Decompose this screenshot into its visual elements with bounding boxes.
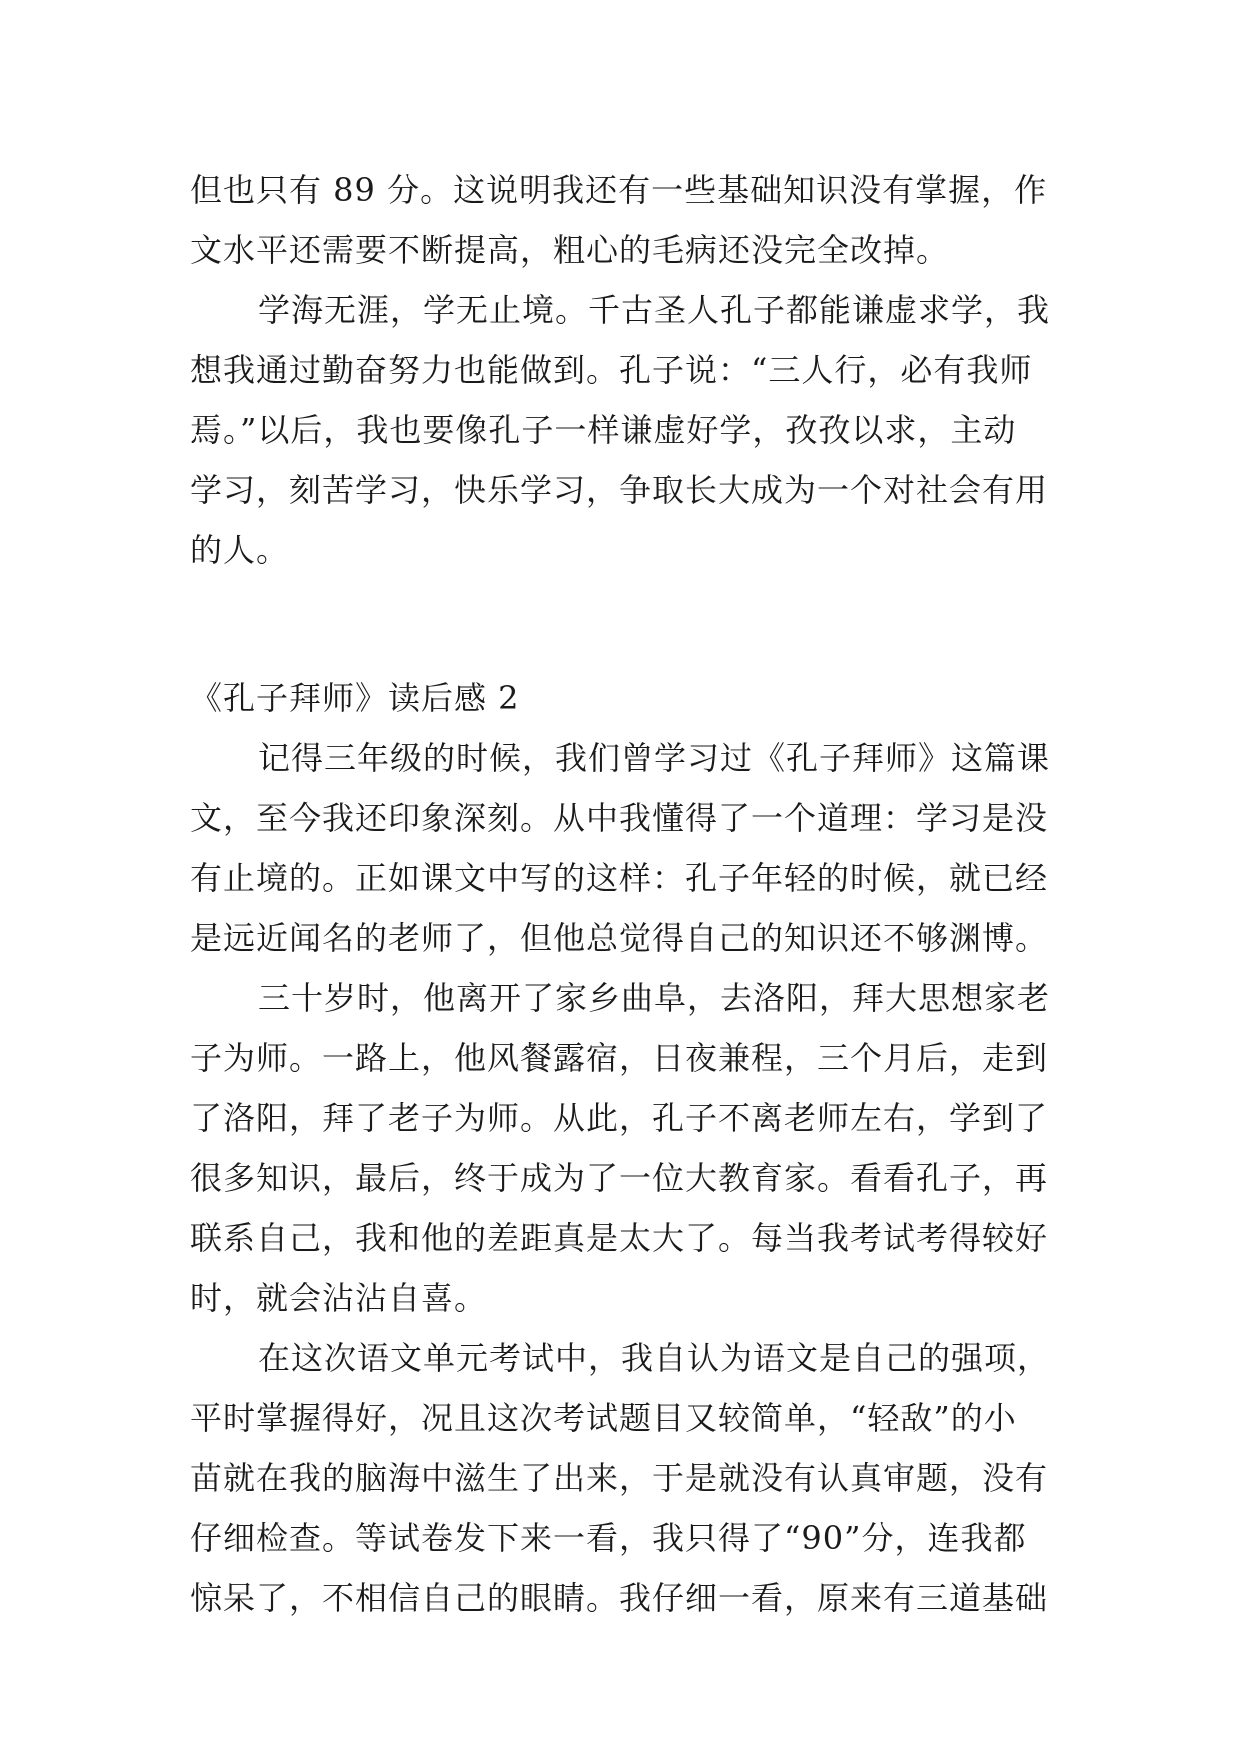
text-line: 文，至今我还印象深刻。从中我懂得了一个道理：学习是没: [190, 799, 1049, 837]
paragraph: [190, 160, 1050, 280]
text-line: 苗就在我的脑海中滋生了出来，于是就没有认真审题，没有: [190, 1459, 1049, 1497]
text-line: 很多知识，最后，终于成为了一位大教育家。看看孔子，再: [190, 1159, 1049, 1197]
text-line: 学海无涯，学无止境。千古圣人孔子都能谦虚求学，我: [258, 291, 1051, 329]
text-line: 文水平还需要不断提高，粗心的毛病还没完全改掉。: [190, 231, 950, 269]
text-line: 平时掌握得好，况且这次考试题目又较简单，“轻敌”的小: [190, 1399, 1017, 1437]
paragraph: [190, 1328, 1050, 1628]
section-spacer: [190, 580, 1050, 668]
paragraph: [190, 728, 1050, 968]
text-line: 想我通过勤奋努力也能做到。孔子说：“三人行，必有我师: [190, 351, 1033, 389]
text-line: 时，就会沾沾自喜。: [190, 1279, 488, 1317]
text-line: 记得三年级的时候，我们曾学习过《孔子拜师》这篇课: [258, 739, 1051, 777]
text-line: 三十岁时，他离开了家乡曲阜，去洛阳，拜大思想家老: [258, 979, 1051, 1017]
paragraph: [190, 280, 1050, 580]
text-line: 焉。”以后，我也要像孔子一样谦虚好学，孜孜以求，主动: [190, 411, 1017, 449]
document-body: [190, 160, 1050, 1628]
text-line: 的人。: [190, 531, 290, 569]
text-line: 惊呆了，不相信自己的眼睛。我仔细一看，原来有三道基础: [190, 1579, 1049, 1617]
text-line: 有止境的。正如课文中写的这样：孔子年轻的时候，就已经: [190, 859, 1049, 897]
text-line: 子为师。一路上，他风餐露宿，日夜兼程，三个月后，走到: [190, 1039, 1049, 1077]
text-line: 但也只有 89 分。这说明我还有一些基础知识没有掌握，作: [190, 171, 1048, 209]
paragraph: [190, 968, 1050, 1328]
text-line: 是远近闻名的老师了，但他总觉得自己的知识还不够渊博。: [190, 919, 1049, 957]
text-line: 在这次语文单元考试中，我自认为语文是自己的强项，: [258, 1339, 1051, 1377]
text-line: 仔细检查。等试卷发下来一看，我只得了“90”分，连我都: [190, 1519, 1027, 1557]
text-line: 了洛阳，拜了老子为师。从此，孔子不离老师左右，学到了: [190, 1099, 1049, 1137]
text-line: 联系自己，我和他的差距真是太大了。每当我考试考得较好: [190, 1219, 1049, 1257]
text-line: 学习，刻苦学习，快乐学习，争取长大成为一个对社会有用: [190, 471, 1049, 509]
section-title: 《孔子拜师》读后感 2: [190, 679, 520, 717]
